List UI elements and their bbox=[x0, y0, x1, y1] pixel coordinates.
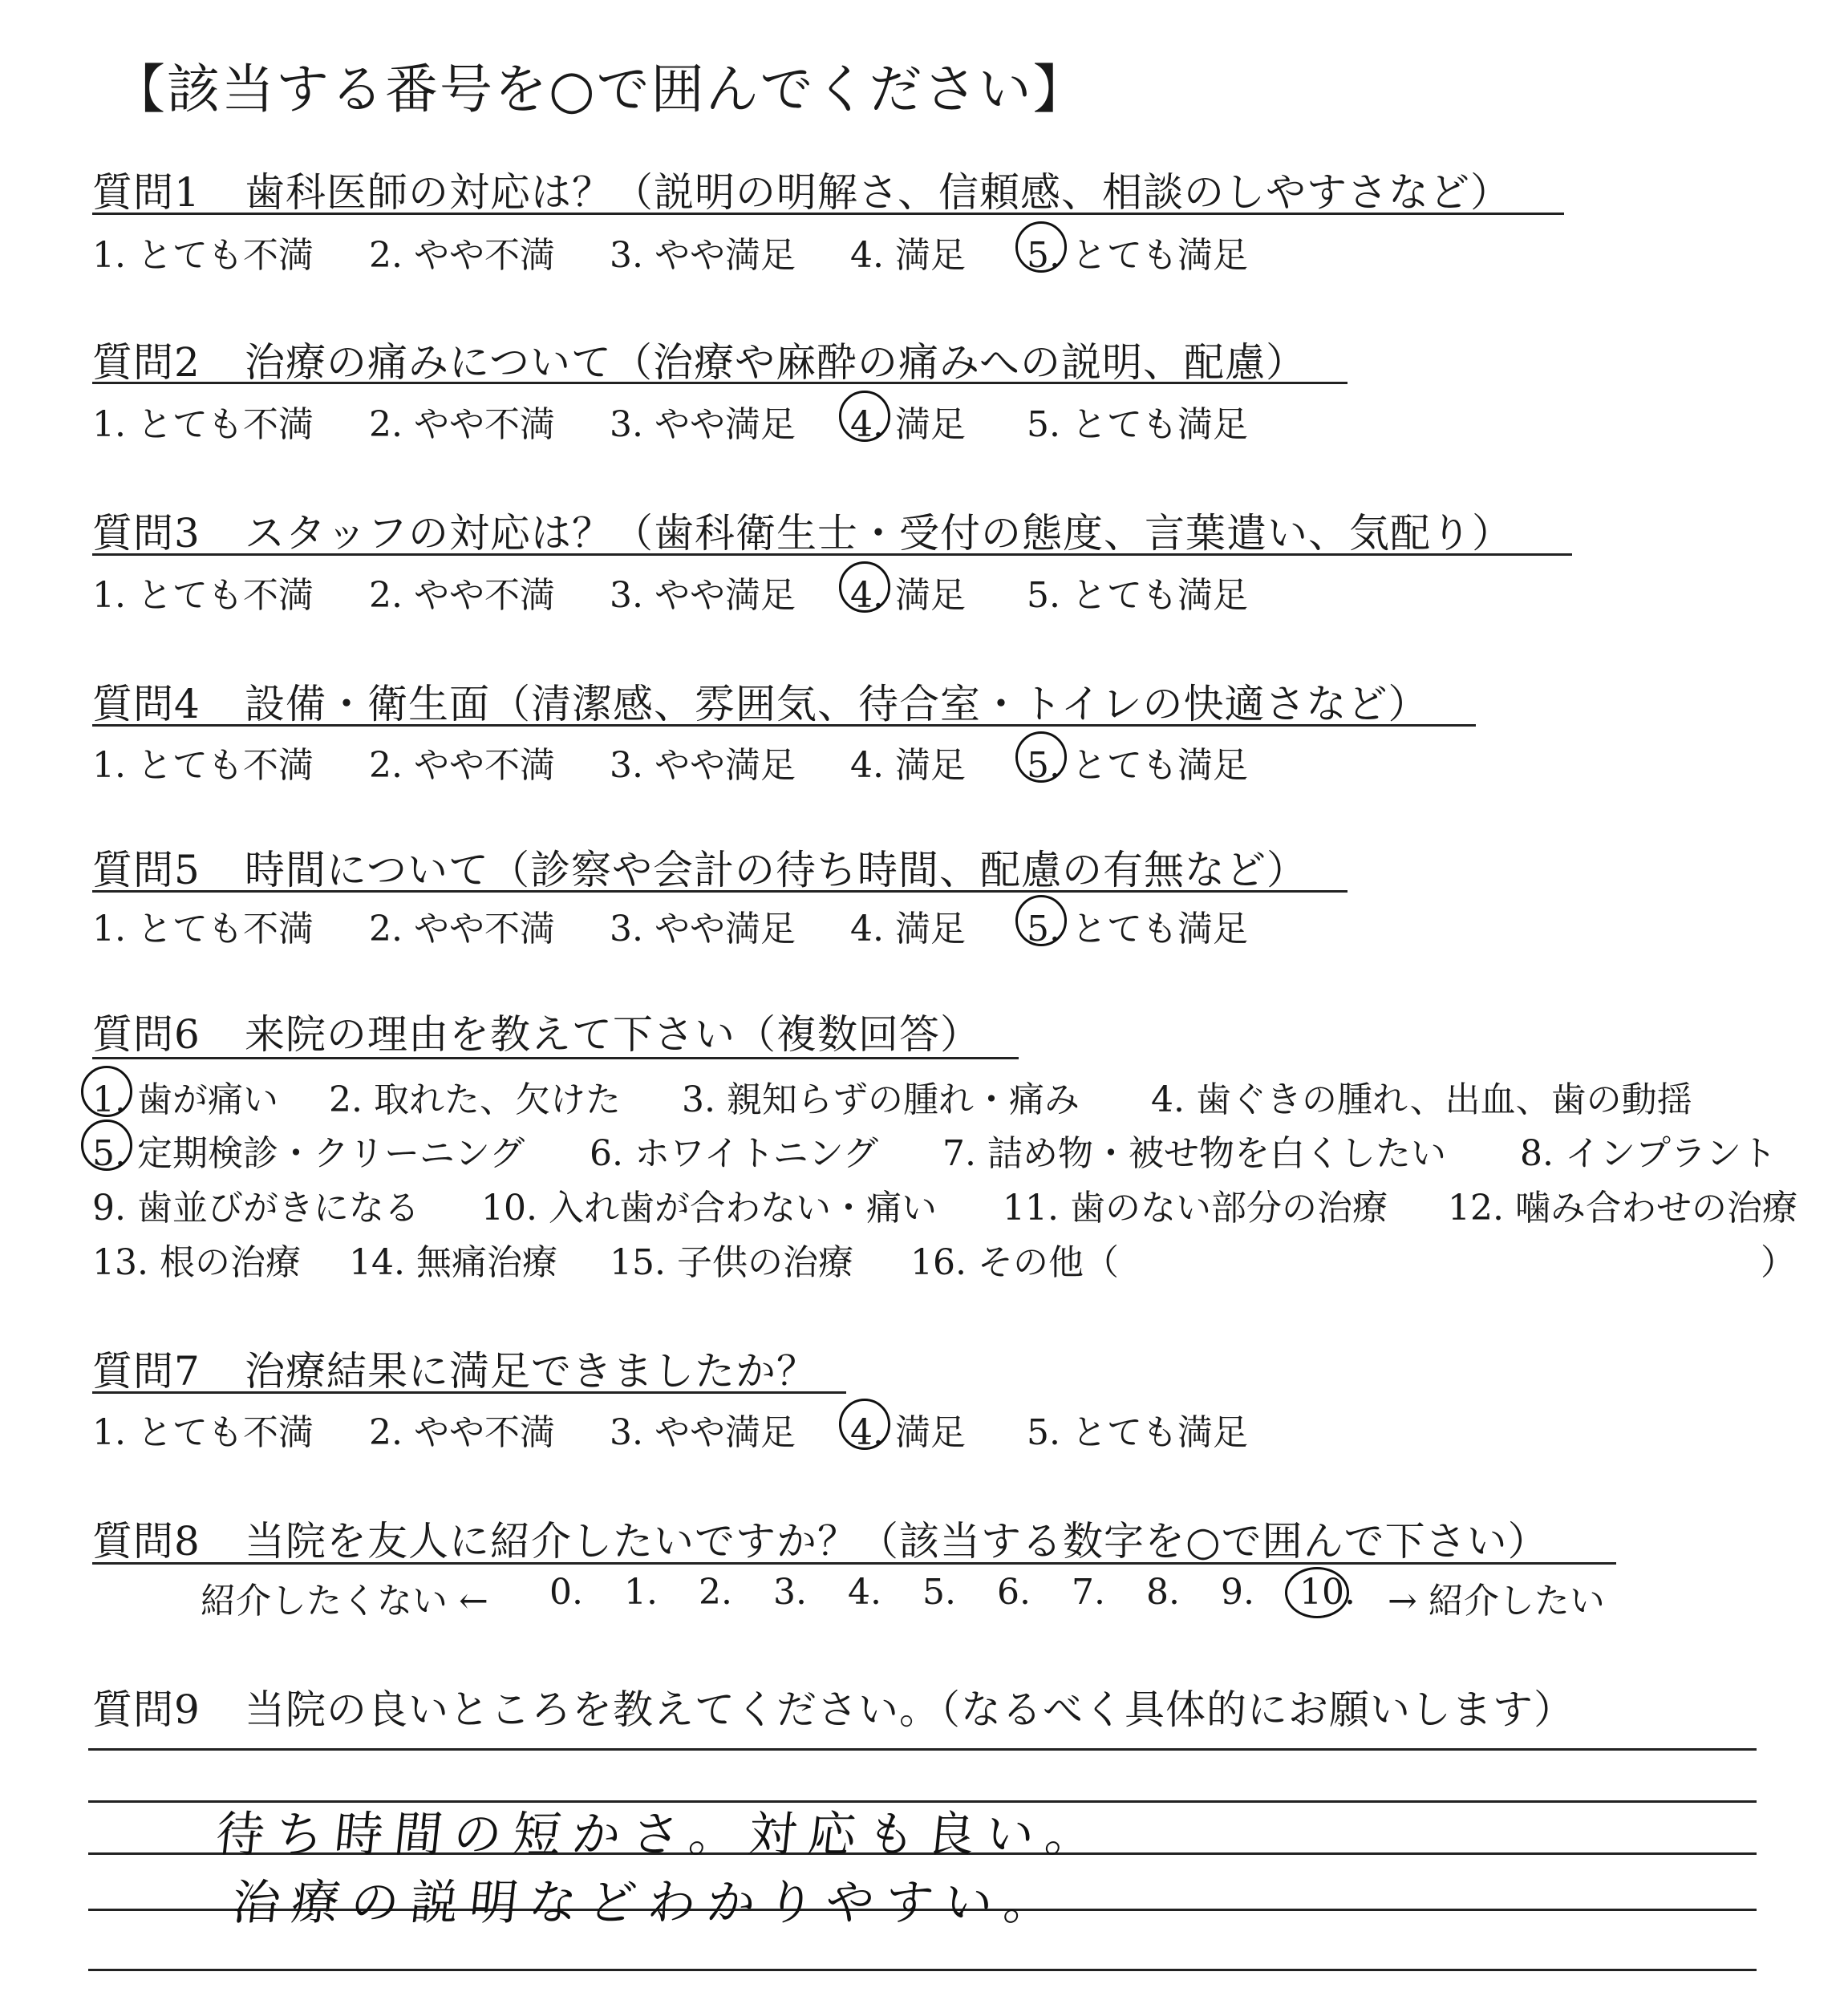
q7-option-5[interactable]: 5. とても満足 bbox=[1027, 1412, 1248, 1453]
recommend-6[interactable]: 6. bbox=[997, 1572, 1031, 1613]
q6-option-9[interactable]: 9. 歯並びがきになる bbox=[92, 1188, 419, 1229]
question-8-underline bbox=[92, 1562, 1616, 1565]
question-7 bbox=[92, 1339, 817, 1397]
question-9-text: 当院の良いところを教えてください。（なるべく具体的にお願いします） bbox=[245, 1686, 1574, 1733]
question-2-underline bbox=[92, 382, 1348, 384]
q6-option-2[interactable]: 2. 取れた、欠けた bbox=[329, 1079, 621, 1120]
q7-option-3[interactable]: 3. やや満足 bbox=[610, 1412, 796, 1453]
question-4-number: 質問4 bbox=[92, 681, 201, 727]
q4-option-3[interactable]: 3. やや満足 bbox=[610, 745, 796, 786]
recommend-8[interactable]: 8. bbox=[1146, 1572, 1180, 1613]
q5-option-2[interactable]: 2. やや不満 bbox=[369, 909, 555, 949]
question-8 bbox=[92, 1509, 1549, 1567]
handwritten-answer-line-2: 治療の説明などわかりやすい。 bbox=[229, 1875, 1067, 1931]
q2-option-2[interactable]: 2. やや不満 bbox=[369, 404, 555, 445]
q4-option-5-selected[interactable]: 5. とても満足 bbox=[1027, 736, 1248, 787]
question-3 bbox=[92, 501, 1513, 559]
recommend-3[interactable]: 3. bbox=[773, 1572, 807, 1613]
q6-option-10[interactable]: 10. 入れ歯が合わない・痛い bbox=[481, 1188, 937, 1229]
question-2-number: 質問2 bbox=[92, 339, 201, 386]
question-8-number: 質問8 bbox=[92, 1518, 201, 1565]
q3-option-5[interactable]: 5. とても満足 bbox=[1027, 575, 1248, 616]
q3-option-1[interactable]: 1. とても不満 bbox=[92, 575, 314, 616]
q4-option-4[interactable]: 4. 満足 bbox=[850, 745, 966, 786]
q7-option-2[interactable]: 2. やや不満 bbox=[369, 1412, 555, 1453]
question-4-text: 設備・衛生面（清潔感、雰囲気、待合室・トイレの快適さなど） bbox=[245, 681, 1429, 727]
q1-option-4[interactable]: 4. 満足 bbox=[850, 235, 966, 276]
q6-option-15[interactable]: 15. 子供の治療 bbox=[610, 1242, 853, 1283]
question-6-number: 質問6 bbox=[92, 1011, 201, 1058]
q6-option-3[interactable]: 3. 親知らずの腫れ・痛み bbox=[682, 1079, 1080, 1120]
q6-option-5-selected[interactable]: 5. 定期検診・クリーニング bbox=[92, 1124, 525, 1176]
question-2 bbox=[92, 330, 1307, 388]
q4-option-2[interactable]: 2. やや不満 bbox=[369, 745, 555, 786]
answer-line-5 bbox=[88, 1969, 1757, 1971]
question-9-number: 質問9 bbox=[92, 1686, 201, 1733]
recommend-left-label: 紹介したくない ← bbox=[201, 1581, 488, 1622]
q5-option-3[interactable]: 3. やや満足 bbox=[610, 909, 796, 949]
question-6-text: 来院の理由を教えて下さい（複数回答） bbox=[245, 1011, 981, 1058]
q6-option-11[interactable]: 11. 歯のない部分の治療 bbox=[1003, 1188, 1388, 1229]
q6-option-12[interactable]: 12. 噛み合わせの治療 bbox=[1448, 1188, 1797, 1229]
recommend-1[interactable]: 1. bbox=[624, 1572, 658, 1613]
recommend-right-label: → 紹介したい bbox=[1388, 1581, 1605, 1622]
question-3-number: 質問3 bbox=[92, 510, 201, 557]
question-1-number: 質問1 bbox=[92, 169, 201, 216]
question-6-underline bbox=[92, 1057, 1019, 1059]
q6-option-1-selected[interactable]: 1. 歯が痛い bbox=[92, 1071, 278, 1122]
q6-option-16-other[interactable]: 16. その他（ bbox=[910, 1242, 1119, 1283]
q6-option-7[interactable]: 7. 詰め物・被せ物を白くしたい bbox=[942, 1133, 1446, 1174]
q5-option-1[interactable]: 1. とても不満 bbox=[92, 909, 314, 949]
question-3-underline bbox=[92, 553, 1572, 556]
q3-option-2[interactable]: 2. やや不満 bbox=[369, 575, 555, 616]
question-1-underline bbox=[92, 213, 1564, 215]
recommend-0[interactable]: 0. bbox=[549, 1572, 583, 1613]
q2-option-3[interactable]: 3. やや満足 bbox=[610, 404, 796, 445]
q6-option-4[interactable]: 4. 歯ぐきの腫れ、出血、歯の動揺 bbox=[1151, 1079, 1692, 1120]
question-4-underline bbox=[92, 724, 1476, 727]
q3-option-4-selected[interactable]: 4. 満足 bbox=[850, 566, 966, 617]
q6-option-8[interactable]: 8. インプラント bbox=[1520, 1133, 1777, 1174]
q6-other-close-paren: ） bbox=[1761, 1242, 1796, 1283]
recommend-5[interactable]: 5. bbox=[922, 1572, 956, 1613]
recommend-2[interactable]: 2. bbox=[699, 1572, 732, 1613]
q7-option-1[interactable]: 1. とても不満 bbox=[92, 1412, 314, 1453]
question-1-text: 歯科医師の対応は？（説明の明解さ、信頼感、相談のしやすさなど） bbox=[245, 169, 1511, 216]
question-7-text: 治療結果に満足できましたか？ bbox=[245, 1348, 817, 1395]
q5-option-5-selected[interactable]: 5. とても満足 bbox=[1027, 900, 1248, 951]
q1-option-3[interactable]: 3. やや満足 bbox=[610, 235, 796, 276]
question-3-text: スタッフの対応は？（歯科衛生士・受付の態度、言葉遣い、気配り） bbox=[245, 510, 1513, 557]
q6-option-6[interactable]: 6. ホワイトニング bbox=[590, 1133, 879, 1174]
q4-option-1[interactable]: 1. とても不満 bbox=[92, 745, 314, 786]
recommend-7[interactable]: 7. bbox=[1072, 1572, 1105, 1613]
question-5-number: 質問5 bbox=[92, 847, 201, 893]
question-2-text: 治療の痛みについて（治療や麻酔の痛みへの説明、配慮） bbox=[245, 339, 1307, 386]
question-5-text: 時間について（診察や会計の待ち時間、配慮の有無など） bbox=[245, 847, 1307, 893]
question-8-text: 当院を友人に紹介したいですか？（該当する数字を○で囲んで下さい） bbox=[245, 1518, 1549, 1565]
recommend-10-selected[interactable]: 10. bbox=[1299, 1572, 1356, 1613]
q5-option-4[interactable]: 4. 満足 bbox=[850, 909, 966, 949]
q6-option-13[interactable]: 13. 根の治療 bbox=[92, 1242, 301, 1283]
question-6 bbox=[92, 1002, 981, 1060]
handwritten-answer-line-1: 待ち時間の短かさ。対応も良い。 bbox=[213, 1807, 1108, 1863]
q2-option-5[interactable]: 5. とても満足 bbox=[1027, 404, 1248, 445]
q2-option-1[interactable]: 1. とても不満 bbox=[92, 404, 314, 445]
recommend-9[interactable]: 9. bbox=[1221, 1572, 1254, 1613]
question-7-underline bbox=[92, 1391, 846, 1394]
question-5 bbox=[92, 838, 1307, 896]
q1-option-2[interactable]: 2. やや不満 bbox=[369, 235, 555, 276]
q1-option-5-selected[interactable]: 5. とても満足 bbox=[1027, 226, 1248, 277]
answer-line-1 bbox=[88, 1748, 1757, 1751]
question-1 bbox=[92, 160, 1511, 218]
question-4 bbox=[92, 672, 1429, 730]
q7-option-4-selected[interactable]: 4. 満足 bbox=[850, 1403, 966, 1455]
q2-option-4-selected[interactable]: 4. 満足 bbox=[850, 395, 966, 447]
recommend-4[interactable]: 4. bbox=[848, 1572, 881, 1613]
instruction-title: 【該当する番号を○で囲んでください】 bbox=[112, 59, 1088, 120]
q6-option-14[interactable]: 14. 無痛治療 bbox=[349, 1242, 557, 1283]
question-5-underline bbox=[92, 890, 1348, 893]
question-7-number: 質問7 bbox=[92, 1348, 201, 1395]
question-9 bbox=[92, 1678, 1574, 1735]
q3-option-3[interactable]: 3. やや満足 bbox=[610, 575, 796, 616]
q1-option-1[interactable]: 1. とても不満 bbox=[92, 235, 314, 276]
